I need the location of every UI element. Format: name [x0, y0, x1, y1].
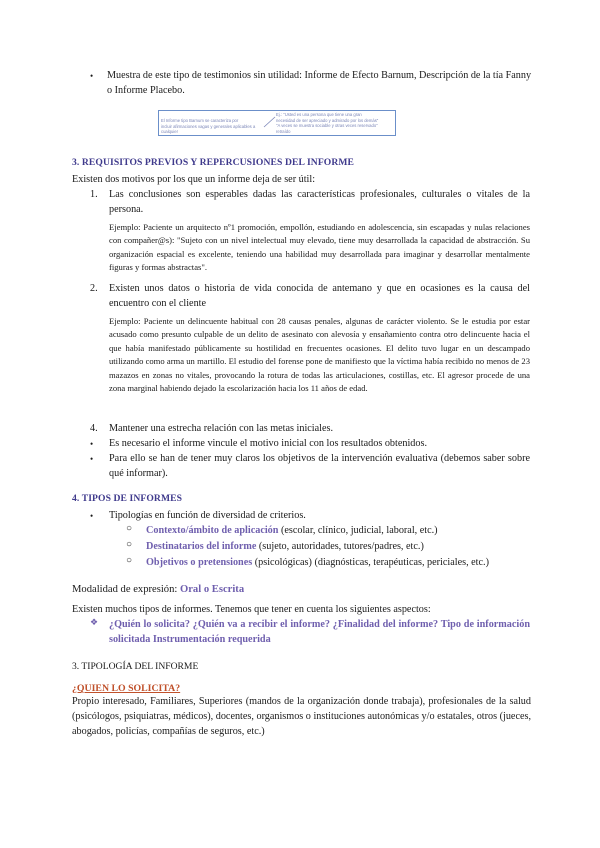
bullet-glyph: • [90, 454, 94, 464]
bullet-text: Es necesario el informe vincule el motivo inicial con los resultados obtenidos. [109, 438, 427, 449]
figure-arrow [263, 111, 277, 135]
figure-right-line: Ej.: "Usted es una persona que tiene una gran [276, 112, 362, 117]
criteria-item [146, 555, 531, 570]
section-intro: Existen dos motivos por los que un informe deja de ser útil: [72, 174, 316, 185]
bullet-glyph: • [90, 511, 94, 521]
criteria-item [146, 523, 531, 538]
figure-left-text [161, 118, 265, 135]
criteria-label: Objetivos o pretensiones [146, 557, 253, 568]
barnum-figure [158, 110, 396, 136]
tipologia-body: Propio interesado, Familiares, Superiores (mandos de la organización donde trabaja), profesionales de la salud (psicólogos, psiquiatras, médicos), docentes, organismos o instituciones autonómicas y/o estatales, otros (jueces, abogados, policías, compañías de seguros, etc.) [72, 696, 532, 737]
modalidad-line [72, 582, 532, 597]
criteria-detail: (sujeto, autoridades, tutores/padres, etc.) [256, 541, 424, 552]
list-number: 1. [90, 189, 98, 200]
circle-bullet: ○ [126, 539, 133, 550]
bullet-text: Tipologías en función de diversidad de criterios. [109, 510, 306, 521]
intro-bullet-text: Muestra de este tipo de testimonios sin utilidad: Informe de Efecto Barnum, Descripción de la tía Fanny o Informe Placebo. [107, 70, 532, 96]
criteria-item [146, 539, 531, 554]
criteria-label: Contexto/ámbito de aplicación [146, 525, 279, 536]
figure-right-line: necesidad de ser apreciado y admirado por los demás" [276, 117, 379, 123]
figure-left-line: El Informe tipo Barnum se caracteriza por [161, 118, 239, 123]
bullet-glyph: • [90, 439, 94, 449]
section-heading-plain: 3. TIPOLOGÍA DEL INFORME [72, 661, 199, 672]
criteria-label: Destinatarios del informe [146, 541, 257, 552]
criteria-detail: (psicológicas) (diagnósticas, terapéuticas, periciales, etc.) [252, 557, 489, 568]
criteria-detail: (escolar, clínico, judicial, laboral, etc.) [278, 525, 438, 536]
subsection-heading: ¿QUIEN LO SOLICITA? [72, 683, 181, 694]
section-heading: 4. TIPOS DE INFORMES [72, 493, 183, 504]
aspect-questions: ¿Quién lo solicita? ¿Quién va a recibir el informe? ¿Finalidad del informe? Tipo de información solicitada Instrumentación requerida [109, 619, 530, 645]
aspectos-text: Existen muchos tipos de informes. Tenemos que tener en cuenta los siguientes aspectos: [72, 604, 431, 615]
section-heading: 3. REQUISITOS PREVIOS Y REPERCUSIONES DEL INFORME [72, 157, 355, 168]
list-item-text: Existen unos datos o historia de vida conocida de antemano y que en ocasiones es la causa del encuentro con el cliente [109, 283, 530, 309]
example-text: Ejemplo: Paciente un delincuente habitual con 28 causas penales, algunas de carácter violento. Se le estudia por estar acusado como presunto culpable de un delito de asesinato con alevosía y ensañamiento contra otro delincuente hacia el que había manifestado públicamente su hostilidad en frecuentes ocasiones. El delito tuvo lugar en un descampado utilizando como arma un martillo. El estudio del forense pone de manifiesto que la víctima había recibido no menos de 23 mazazos en zonas no vitales, provocando la rotura de todas las articulaciones, costillas, etc. El agresor procede de una zona marginal habiendo dejado la escolarización hacia los 11 años de edad. [109, 316, 530, 394]
circle-bullet: ○ [126, 555, 133, 566]
bullet-glyph: • [90, 71, 94, 81]
figure-left-line: incluir afirmaciones vagas y generales aplicables a cualquier [161, 123, 256, 135]
figure-right-line: "A veces se muestra sociable y otras veces reservado" [276, 123, 378, 129]
example-text: Ejemplo: Paciente un arquitecto nº1 promoción, empollón, estudiando en adolescencia, sin escapadas y nulas relaciones con compañer@s): "Sujeto con un nivel intelectual muy elevado, tiene muy desarrollada la capacidad de abstracción. Su organización espacial es excelente, teniendo una habilidad muy desarrollada para imaginar y desarrollar mentalmente figuras y formas abstractas". [109, 222, 530, 273]
bullet-text: Para ello se han de tener muy claros los objetivos de la intervención evaluativa (debemos saber sobre qué informar). [109, 453, 530, 479]
diamond-bullet: ❖ [90, 617, 99, 627]
list-number: 4. [90, 423, 98, 434]
figure-right-line: retraído [276, 128, 291, 134]
list-item-text: Las conclusiones son esperables dadas las características profesionales, culturales o vitales de la persona. [109, 189, 530, 215]
list-item-text: Mantener una estrecha relación con las metas iniciales. [109, 423, 334, 434]
list-number: 2. [90, 283, 98, 294]
circle-bullet: ○ [126, 523, 133, 534]
modalidad-value: Oral o Escrita [179, 584, 245, 595]
modalidad-prefix: Modalidad de expresión: [72, 584, 180, 595]
figure-right-text [276, 112, 393, 134]
